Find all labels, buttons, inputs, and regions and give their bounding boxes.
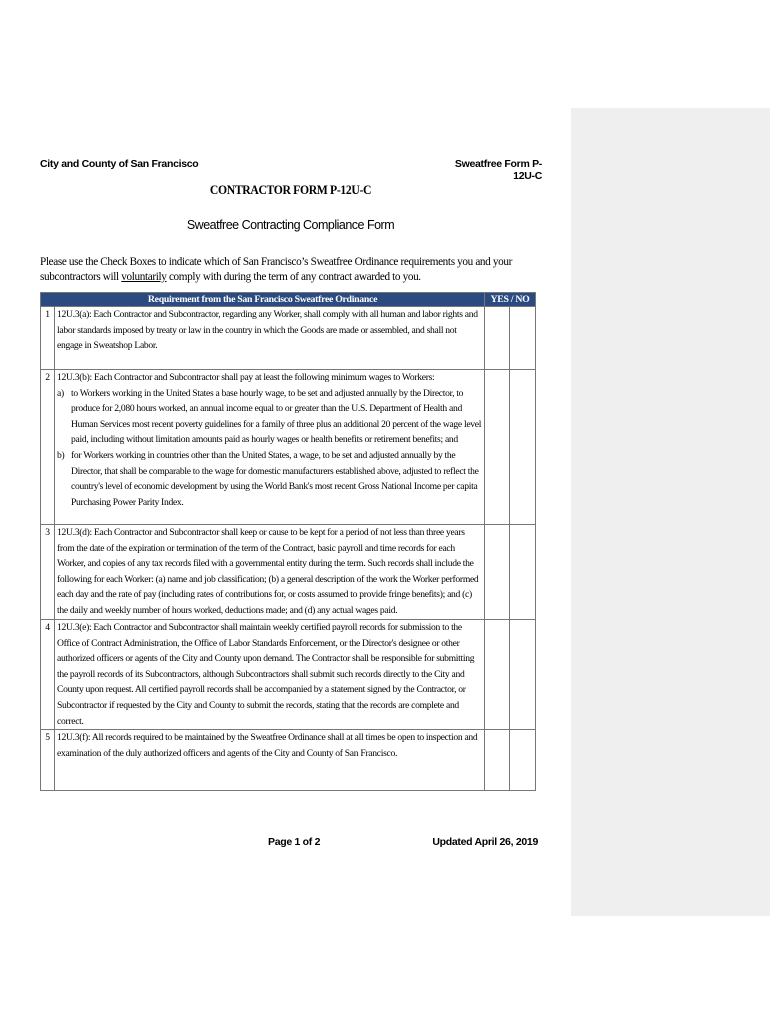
requirement-text: 12U.3(f): All records required to be maintained by the Sweatfree Ordinance shall at all times be open to inspection and examination of the duly authorized officers and agents of the City and County of San Francisco. xyxy=(55,730,485,791)
row-number: 5 xyxy=(41,730,55,791)
requirement-text: 12U.3(b): Each Contractor and Subcontractor shall pay at least the following minimum wages to Workers: xyxy=(57,372,435,383)
requirement-text: 12U.3(a): Each Contractor and Subcontractor, regarding any Worker, shall comply with all human and labor rights and labor standards imposed by treaty or law in the country in which the Goods are made or assembled, and shall not engage in Sweatshop Labor. xyxy=(55,307,485,370)
row-number: 1 xyxy=(41,307,55,370)
requirement-column-header: Requirement from the San Francisco Sweatfree Ordinance xyxy=(41,293,485,307)
table-row xyxy=(41,307,536,370)
row-number: 2 xyxy=(41,370,55,525)
row-number: 4 xyxy=(41,620,55,730)
no-checkbox-cell[interactable] xyxy=(510,525,536,620)
no-checkbox-cell[interactable] xyxy=(510,620,536,730)
subitem-text: to Workers working in the United States a base hourly wage, to be set and adjusted annually by the Director, to produce for 2,080 hours worked, an annual income equal to or greater than the U.S. Department of Health and Human Services most recent poverty guidelines for a family of three plus an additional 20 percent of the wage level paid, including without limitation amounts paid as hourly wages or health benefits or retirement benefits; and xyxy=(71,387,482,446)
no-checkbox-cell[interactable] xyxy=(510,370,536,525)
table-row xyxy=(41,620,536,730)
requirement-text: 12U.3(d): Each Contractor and Subcontractor shall keep or cause to be kept for a period of not less than three years from the date of the expiration or termination of the term of the Contract, basic payroll and time records for each Worker, and copies of any tax records filed with a governmental entity during the term. Such records shall include the following for each Worker: (a) name and job classification; (b) a general description of the work the Worker performed each day and the rate of pay (including rates of contributions for, or costs assumed to provide fringe benefits); and (c) the daily and weekly number of hours worked, deductions made; and (d) any actual wages paid. xyxy=(55,525,485,620)
yes-checkbox-cell[interactable] xyxy=(485,307,510,370)
intro-underlined: voluntarily xyxy=(121,271,167,283)
requirement-subitem xyxy=(57,386,482,448)
subitem-label: b) xyxy=(57,449,65,461)
yes-checkbox-cell[interactable] xyxy=(485,730,510,791)
row-number: 3 xyxy=(41,525,55,620)
subitem-text: for Workers working in countries other than the United States, a wage, to be set and adjusted annually by the Director, that shall be comparable to the wage for domestic manufacturers established above, adjusted to reflect the country's level of economic development by using the World Bank's most recent Gross National Income per capita Purchasing Power Parity Index. xyxy=(71,449,479,508)
intro-paragraph xyxy=(40,255,536,285)
table-row xyxy=(41,730,536,791)
intro-text-end: comply with during the term of any contract awarded to you. xyxy=(166,271,421,283)
requirement-cell xyxy=(55,370,485,525)
yes-no-column-header: YES / NO xyxy=(485,293,536,307)
yes-checkbox-cell[interactable] xyxy=(485,525,510,620)
header-left: City and County of San Francisco xyxy=(40,158,199,170)
requirement-subitem xyxy=(57,448,482,510)
comment-margin-panel xyxy=(571,108,770,916)
no-checkbox-cell[interactable] xyxy=(510,307,536,370)
yes-checkbox-cell[interactable] xyxy=(485,620,510,730)
page-number: Page 1 of 2 xyxy=(268,836,321,848)
subitem-label: a) xyxy=(57,387,64,399)
yes-checkbox-cell[interactable] xyxy=(485,370,510,525)
requirement-text: 12U.3(e): Each Contractor and Subcontractor shall maintain weekly certified payroll records for submission to the Office of Contract Administration, the Office of Labor Standards Enforcement, or the Director's designee or other authorized officers or agents of the City and County upon demand. The Contractor shall be responsible for submitting the payroll records of its Subcontractors, although Subcontractors shall submit such records directly to the City and County upon request. All certified payroll records shall be accompanied by a statement signed by the Contractor, or Subcontractor if requested by the City and County to submit the records, stating that the records are complete and correct. xyxy=(55,620,485,730)
form-subtitle: Sweatfree Contracting Compliance Form xyxy=(186,218,395,232)
table-row xyxy=(41,525,536,620)
no-checkbox-cell[interactable] xyxy=(510,730,536,791)
form-title: CONTRACTOR FORM P-12U-C xyxy=(209,182,372,197)
table-row xyxy=(41,370,536,525)
requirements-table xyxy=(40,292,536,791)
updated-date: Updated April 26, 2019 xyxy=(432,836,538,848)
table-header-row xyxy=(41,293,536,307)
intro-text: Please use the Check Boxes to indicate which of San Francisco’s Sweatfree Ordinance requirements you and your subcontractors will xyxy=(40,256,512,283)
header-right: Sweatfree Form P-12U-C xyxy=(454,158,542,182)
